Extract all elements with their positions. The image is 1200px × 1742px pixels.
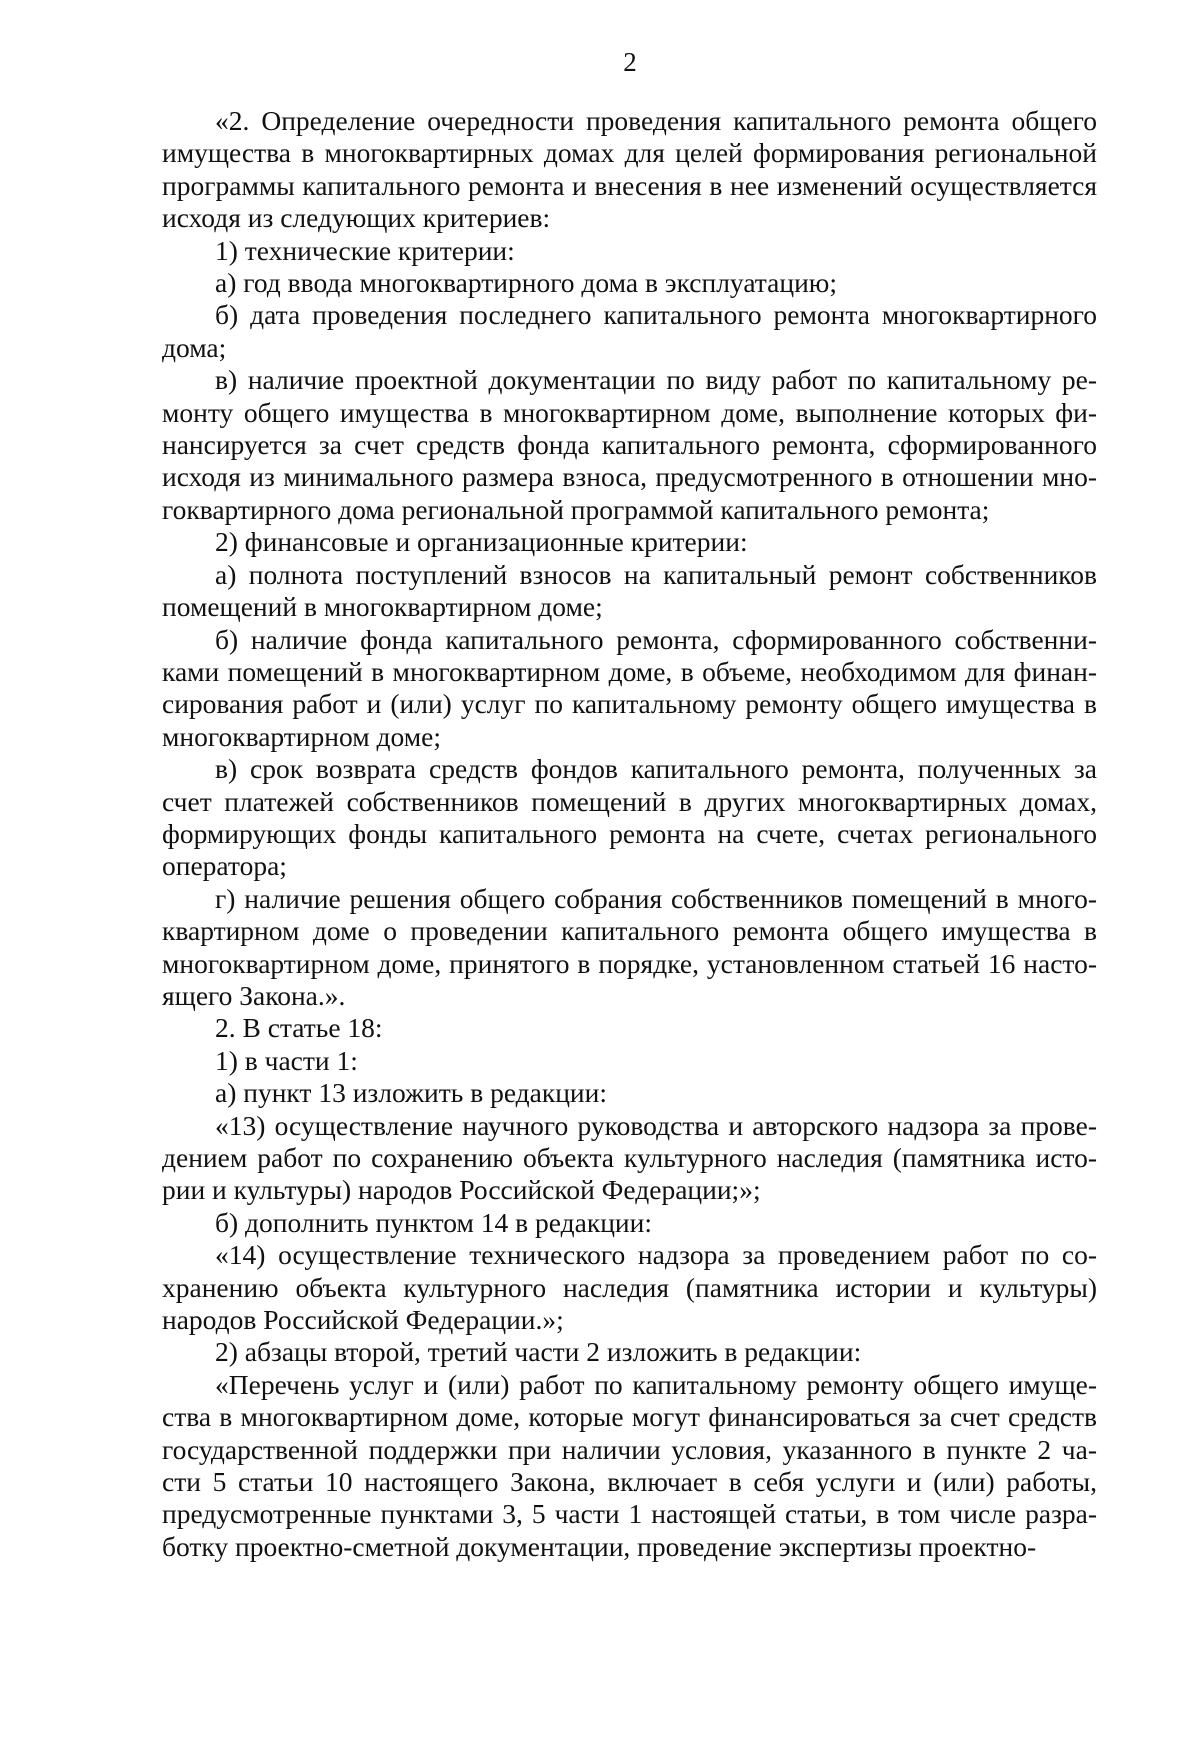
text-line: в) срок возврата средств фондов капитального ремонта, полученных за [215, 753, 1097, 785]
text-line: в) наличие проектной документации по виду работ по капитальному ре- [215, 364, 1097, 396]
text-line: 1) в части 1: [215, 1044, 358, 1076]
text-line: дением работ по сохранению объекта культурного наследия (памятника исто- [162, 1142, 1097, 1173]
text-line: ками помещений в многоквартирном доме, в объеме, необходимом для финан- [162, 655, 1097, 687]
paragraph [162, 299, 1097, 364]
text-line: а) полнота поступлений взносов на капитальный ремонт собственников [215, 558, 1097, 590]
text-line: «2. Определение очередности проведения капитального ремонта общего [215, 105, 1097, 136]
text-line: дома; [162, 331, 227, 363]
page-number: 2 [623, 47, 637, 77]
paragraph [162, 105, 1097, 235]
text-line: 1) технические критерии: [215, 234, 515, 266]
text-line: 2) абзацы второй, третий части 2 изложить в редакции: [215, 1336, 862, 1368]
text-line: гоквартирного дома региональной программой капитального ремонта; [162, 493, 990, 525]
paragraph [162, 1077, 1097, 1109]
text-line: исходя из следующих критериев: [162, 202, 551, 234]
text-line: оператора; [162, 850, 287, 882]
paragraph [162, 235, 1097, 267]
text-line: «14) осуществление технического надзора за проведением работ по со- [215, 1239, 1097, 1271]
text-line: предусмотренные пунктами 3, 5 части 1 настоящей статьи, в том числе разра- [162, 1498, 1097, 1530]
text-line: хранению объекта культурного наследия (памятника истории и культуры) [162, 1271, 1097, 1303]
text-line: 2) финансовые и организационные критерии: [215, 526, 748, 558]
paragraph [162, 883, 1097, 1013]
text-line: программы капитального ремонта и внесения в нее изменений осуществляется [162, 169, 1097, 201]
paragraph [162, 1207, 1097, 1239]
text-line: монту общего имущества в многоквартирном доме, выполнение которых фи- [162, 396, 1097, 428]
paragraph [162, 1110, 1097, 1207]
paragraph [162, 1012, 1097, 1044]
text-line: ботку проектно-сметной документации, проведение экспертизы проектно- [162, 1530, 1037, 1562]
text-line: счет платежей собственников помещений в других многоквартирных домах, [162, 785, 1097, 817]
text-line: а) пункт 13 изложить в редакции: [215, 1077, 608, 1109]
text-line: рии и культуры) народов Российской Федерации;»; [162, 1174, 761, 1206]
text-line: сти 5 статьи 10 настоящего Закона, включает в себя услуги и (или) работы, [162, 1466, 1097, 1498]
paragraph [162, 1336, 1097, 1368]
text-line: многоквартирном доме; [162, 720, 441, 752]
text-line: б) дополнить пунктом 14 в редакции: [215, 1206, 652, 1238]
text-line: государственной поддержки при наличии условия, указанного в пункте 2 ча- [162, 1433, 1097, 1465]
paragraph [162, 1369, 1097, 1563]
text-line: имущества в многоквартирных домах для целей формирования региональной [162, 137, 1097, 169]
text-line: г) наличие решения общего собрания собственников помещений в много- [215, 882, 1097, 914]
text-line: «Перечень услуг и (или) работ по капитальному ремонту общего имуще- [215, 1368, 1097, 1400]
text-line: 2. В статье 18: [215, 1012, 383, 1044]
text-line: ства в многоквартирном доме, которые могут финансироваться за счет средств [162, 1401, 1097, 1433]
text-line: помещений в многоквартирном доме; [162, 591, 603, 623]
paragraph [162, 526, 1097, 558]
text-line: б) дата проведения последнего капитального ремонта многоквартирного [215, 299, 1097, 331]
text-line: формирующих фонды капитального ремонта на счете, счетах регионального [162, 817, 1097, 849]
text-line: а) год ввода многоквартирного дома в эксплуатацию; [215, 267, 837, 299]
text-line: сирования работ и (или) услуг по капитальному ремонту общего имущества в [162, 688, 1097, 720]
text-line: исходя из минимального размера взноса, предусмотренного в отношении мно- [162, 461, 1097, 493]
paragraph [162, 364, 1097, 526]
text-line: ящего Закона.». [162, 979, 346, 1011]
text-line: б) наличие фонда капитального ремонта, сформированного собственни- [215, 623, 1097, 655]
document-body [162, 105, 1097, 1563]
paragraph [162, 1045, 1097, 1077]
text-line: многоквартирном доме, принятого в порядке, установленном статьей 16 насто- [162, 947, 1097, 979]
paragraph [162, 1239, 1097, 1336]
paragraph [162, 267, 1097, 299]
paragraph [162, 559, 1097, 624]
text-line: народов Российской Федерации.»; [162, 1304, 564, 1336]
paragraph [162, 753, 1097, 883]
paragraph [162, 624, 1097, 754]
text-line: квартирном доме о проведении капитального ремонта общего имущества в [162, 915, 1097, 947]
text-line: «13) осуществление научного руководства и авторского надзора за прове- [215, 1109, 1097, 1141]
text-line: нансируется за счет средств фонда капитального ремонта, сформированного [162, 429, 1097, 461]
